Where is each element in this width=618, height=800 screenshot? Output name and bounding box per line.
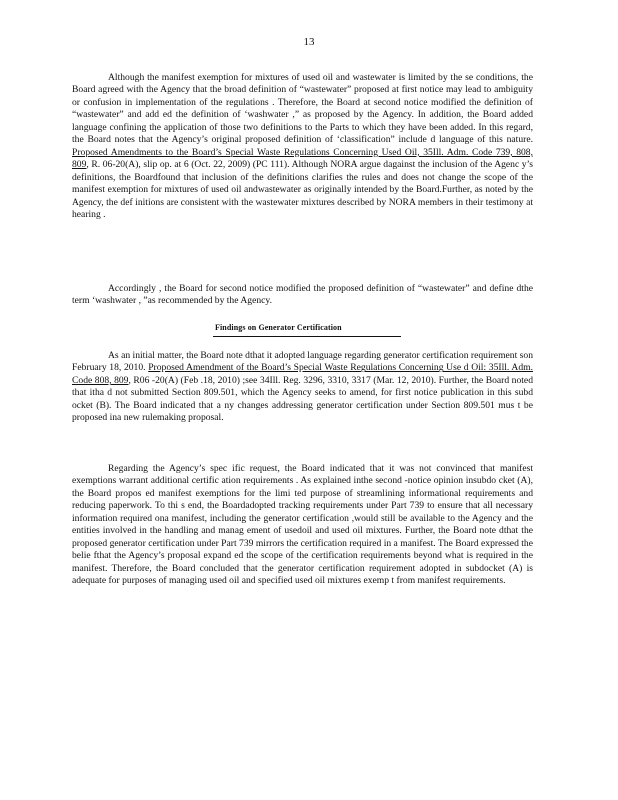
case-citation: Proposed Amendments to the Board’s Special Waste Regulations Concerning Used Oil, 35Ill. Adm. Code 739, 808, 809 xyxy=(72,146,533,171)
paragraph-text: Although the manifest exemption for mixtures of used oil and wastewater is limited by the se conditions, the Board agreed with the Agency that the broad definition of “wastewater” proposed at first notice may lead to ambiguity or confusion in implementation of the regulations . Therefore, the Board at second notice modified the definition of “wastewater” and add ed the definition of ‘washwater ,” as proposed by the Agency. In addition, the Board added language confining the application of those two definitions to the Parts to which they have been added. In this regard, the Board notes that the Agency’s original proposed definition of ‘classification” include d language of this nature. xyxy=(72,72,533,146)
paragraph-initial-matter xyxy=(72,350,533,425)
paragraph-wastewater-definition xyxy=(72,72,533,221)
paragraph-text: , R. 06-20(A), slip op. at 6 (Oct. 22, 2009) (PC 111). Although NORA argue dagainst the inclusion of the Agenc y’s definitions, the Boardfound that inclusion of the definitions clarifies the rules and does not change the scope of the manifest exemption for mixtures of used oil andwastewater as originally intended by the Board.Further, as noted by the Agency, the def initions are consistent with the wastewater mixtures described by NORA members in their testimony at hearing . xyxy=(72,159,533,220)
page-number: 13 xyxy=(303,36,315,48)
section-heading: Findings on Generator Certification xyxy=(215,323,342,332)
paragraph-agency-request xyxy=(72,463,533,588)
paragraph-text: Regarding the Agency’s spec ific request, the Board indicated that it was not convinced that manifest exemptions warrant additional certific ation requirements . As explained inthe second -notice opinion insubdo cket (A), the Board propos ed manifest exemptions for the limi ted purpose of streamlining informational requirements and reducing paperwork. To thi s end, the Boardadopted tracking requirements under Part 739 to ensure that all necessary information required ona manifest, including the generator certification ,would still be available to the Agency and the entities involved in the handling and manag ement of usedoil and used oil mixtures. Further, the Board note dthat the proposed generator certification under Part 739 mirrors the certification required in a manifest. The Board expressed the belie fthat the Agency’s proposal expand ed the scope of the certification requirements beyond what is required in the manifest. Therefore, the Board concluded that the generator certification requirement adopted in subdocket (A) is adequate for purposes of managing used oil and specified used oil mixtures exemp t from manifest requirements. xyxy=(72,463,533,587)
case-citation: Proposed Amendment of the Board’s Special Waste Regulations Concerning Use d Oil: 35Ill. Adm. Code 808, 809 xyxy=(72,362,534,386)
paragraph-accordingly xyxy=(72,283,533,308)
paragraph-text: Accordingly , the Board for second notice modified the proposed definition of “wastewater” and define dthe term ‘washwater , ”as recommended by the Agency. xyxy=(72,283,533,307)
paragraph-text: , R06 -20(A) (Feb .18, 2010) ;see 34Ill. Reg. 3296, 3310, 3317 (Mar. 12, 2010). Further, the Board noted that itha d not submitted Section 809.501, which the Agency seeks to amend, for first notice publication in this subd ocket (B). The Board indicated that a ny changes addressing generator certification under Section 809.501 mus t be proposed ina new rulemaking proposal. xyxy=(72,374,533,424)
heading-underline xyxy=(213,336,401,337)
paragraph-text: As an initial matter, the Board note dthat it adopted language regarding generator certification requirement son February 18, 2010. xyxy=(72,350,533,374)
